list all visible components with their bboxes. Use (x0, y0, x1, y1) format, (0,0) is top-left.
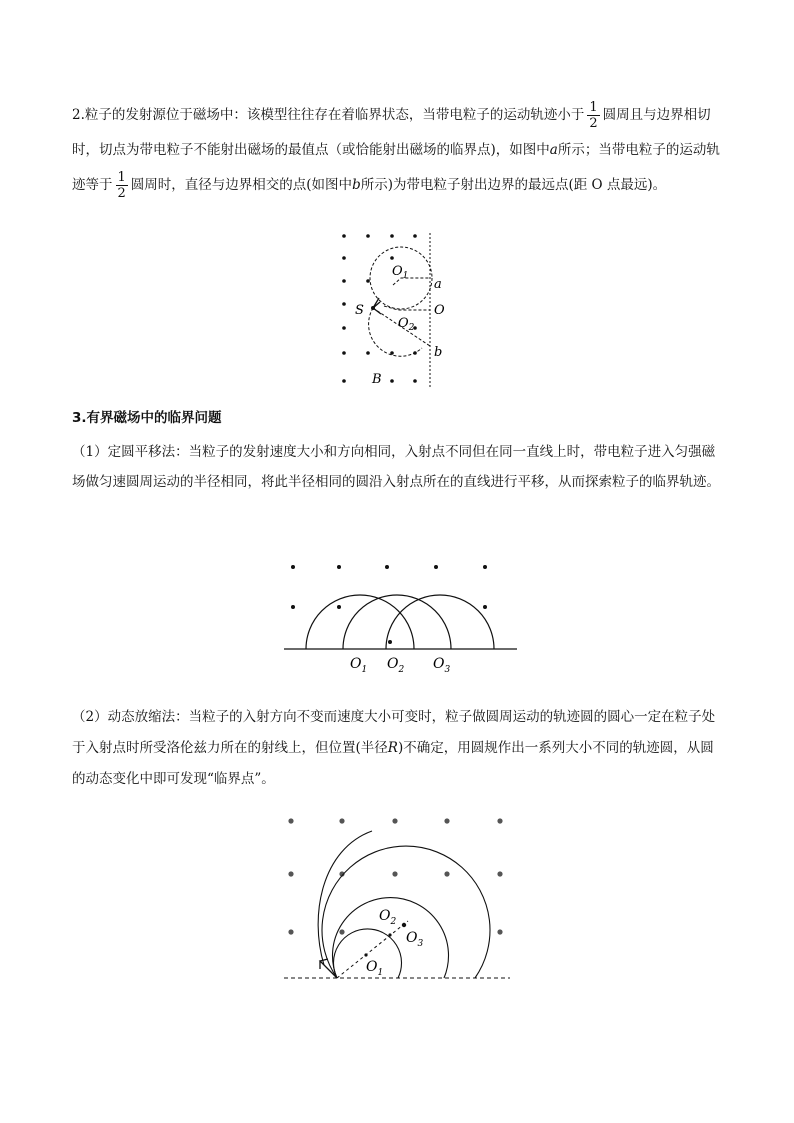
figure1-svg (330, 228, 460, 393)
svg-text:O2: $O_2$ (379, 908, 397, 927)
label-S: S (355, 303, 364, 318)
figure-source-in-field (330, 228, 460, 397)
label-O: O (434, 303, 445, 318)
figure-translating-circles (272, 545, 527, 689)
svg-text:O1: $O_1$ (392, 264, 409, 281)
label-o2: O (379, 908, 391, 924)
label-o2: O (387, 656, 399, 672)
label-o1: O (366, 959, 378, 975)
label-o1: O (350, 656, 362, 672)
center-o2 (388, 933, 391, 936)
arc-o2 (343, 595, 451, 649)
arc-o1 (306, 595, 414, 649)
fraction-half-2: $\frac{1}{2}$ (117, 170, 126, 201)
label-a: a (434, 277, 442, 292)
svg-text:O2: $O_2$ (398, 316, 415, 333)
label-o1: O (392, 264, 403, 279)
radius-line-a (393, 278, 430, 285)
label-b: b (434, 345, 443, 360)
method1-paragraph: （1）定圆平移法：当粒子的发射速度大小和方向相同，入射点不同但在同一直线上时，带电粒子进入匀强磁场做匀速圆周运动的半径相同，将此半径相同的圆沿入射点所在的直线进行平移，从而探索粒子的临界轨迹。 (72, 444, 720, 490)
method2-paragraph: （2）动态放缩法：当粒子的入射方向不变而速度大小可变时，粒子做圆周运动的轨迹圆的圆心一定在粒子处于入射点时所受洛伦兹力所在的射线上，但位置(半径R)不确定，用圆规作出一系列大小不同的轨迹圆，从圆的动态变化中即可发现“临界点”。 (72, 709, 716, 787)
arc-o3 (386, 595, 494, 649)
label-B: B (372, 372, 382, 387)
center-o3 (402, 923, 406, 927)
arc-large (322, 846, 490, 978)
figure3-svg (262, 805, 532, 1000)
figure2-svg (272, 545, 527, 685)
label-o3: O (433, 656, 445, 672)
svg-text:O1: $O_1$ (366, 959, 384, 978)
label-o3: O (406, 930, 418, 946)
field-dots (342, 234, 417, 383)
svg-text:O1: $O_1$ (350, 656, 368, 675)
section2-paragraph: 2.粒子的发射源位于磁场中：该模型往往存在着临界状态，当带电粒子的运动轨迹小于 $\frac{1}{2}$ 圆周且与边界相切时，切点为带电粒子不能射出磁场的最值点（或恰能射出磁场的临界点)，如图中a所示；当带电粒子的运动轨迹等于 $\frac{1}{2}$ 圆周时，直径与边界相交的点(如图中b所示)为带电粒子射出边界的最远点(距 O 点最远)。 (72, 100, 720, 201)
svg-text:O3: $O_3$ (433, 656, 451, 675)
section3-heading: 3.有界磁场中的临界问题 (72, 410, 222, 426)
fraction-half: $\frac{1}{2}$ (589, 100, 598, 131)
center-o1 (364, 953, 367, 956)
svg-text:O2: $O_2$ (387, 656, 405, 675)
arc-inner-return (318, 831, 372, 965)
svg-text:O3: $O_3$ (406, 930, 424, 949)
label-o2: O (398, 316, 409, 331)
figure-scaling-circles (262, 805, 532, 1004)
source-point (371, 306, 375, 310)
